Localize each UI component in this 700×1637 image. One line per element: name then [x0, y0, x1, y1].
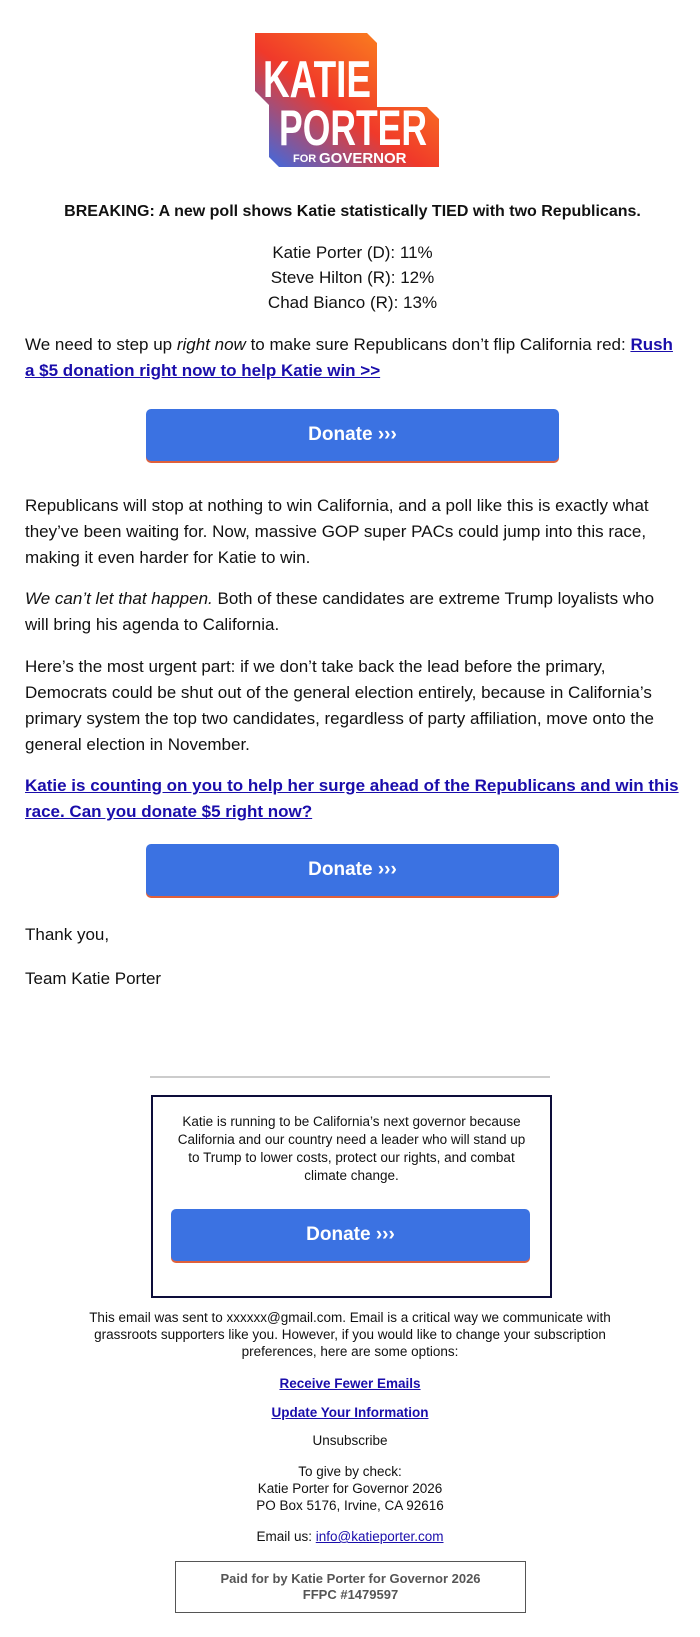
paid-for-text: Paid for by Katie Porter for Governor 2026: [220, 1571, 481, 1586]
footer-notice: This email was sent to xxxxxx@gmail.com. Email is a critical way we communicate with grassroots supporters like you. However, if you would like to change your subscription preferences, here are some options:: [89, 1310, 611, 1359]
svg-text:GOVERNOR: GOVERNOR: [319, 150, 407, 167]
paragraph-republicans: Republicans will stop at nothing to win California, and a poll like this is exactly what they’ve been waiting for. Now, massive GOP super PACs could jump into this race, making it even harder for Katie to win.: [25, 496, 649, 567]
svg-text:PORTER: PORTER: [279, 100, 427, 156]
donate-5-link[interactable]: Katie is counting on you to help her surge ahead of the Republicans and win this race. Can you donate $5 right now?: [25, 776, 679, 821]
email-link[interactable]: info@katieporter.com: [315, 1529, 444, 1544]
donate-button[interactable]: Donate ›››: [146, 844, 559, 896]
divider: [150, 1076, 550, 1078]
poll-results: [25, 240, 680, 315]
svg-text:FOR: FOR: [293, 153, 317, 165]
counting-on-you-paragraph: [25, 773, 680, 825]
svg-text:KATIE: KATIE: [263, 51, 371, 109]
paragraph-trump-loyalists: We can’t let that happen. Both of these candidates are extreme Trump loyalists who will bring his agenda to California.: [25, 589, 655, 634]
unsubscribe-link[interactable]: Unsubscribe: [312, 1433, 388, 1448]
donate-button[interactable]: Donate ›››: [146, 409, 559, 461]
intro-paragraph: We need to step up right now to make sure Republicans don’t flip California red: Rush a $5 donation right now to help Katie win >>: [25, 335, 673, 380]
update-information-link[interactable]: Update Your Information: [271, 1405, 429, 1420]
mission-text: Katie is running to be California’s next governor because California and our country need a leader who will stand up to Trump to lower costs, protect our rights, and combat climate change.: [177, 1114, 526, 1183]
email-us: Email us: info@katieporter.com: [256, 1529, 444, 1544]
poll-line: Chad Bianco (R): 13%: [267, 293, 438, 312]
receive-fewer-emails-link[interactable]: Receive Fewer Emails: [279, 1376, 421, 1391]
signoff-team: Team Katie Porter: [25, 969, 162, 988]
katie-porter-logo: [249, 31, 453, 171]
ffpc-number: FFPC #1479597: [302, 1587, 399, 1602]
signoff-thanks: Thank you,: [25, 925, 110, 944]
check-address: To give by check: Katie Porter for Governor 2026 PO Box 5176, Irvine, CA 92616: [256, 1464, 444, 1513]
mission-box: [151, 1095, 552, 1298]
paid-for-box: [175, 1561, 526, 1613]
poll-line: Katie Porter (D): 11%: [272, 243, 433, 262]
poll-line: Steve Hilton (R): 12%: [270, 268, 435, 287]
donate-button[interactable]: Donate ›››: [171, 1209, 530, 1261]
headline: BREAKING: A new poll shows Katie statistically TIED with two Republicans.: [64, 203, 641, 220]
paragraph-urgent: Here’s the most urgent part: if we don’t take back the lead before the primary, Democrats could be shut out of the general election entirely, because in California’s primary system the top two candidates, regardless of party affiliation, move onto the general election in November.: [25, 657, 654, 754]
rush-donation-link[interactable]: Rush a $5 donation right now to help Katie win >>: [25, 335, 673, 380]
